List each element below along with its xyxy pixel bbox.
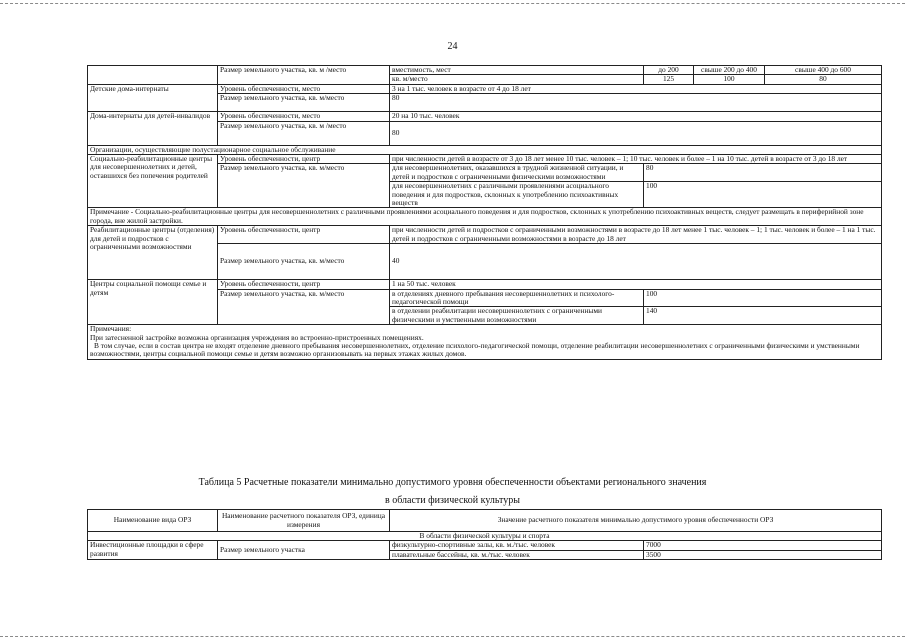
table-cell: Инвестиционные площадки в сфере развития bbox=[88, 541, 218, 560]
table-cell: 40 bbox=[390, 244, 882, 280]
table-header-cell: Наименование вида ОРЗ bbox=[88, 510, 218, 532]
section-heading: Организации, осуществляющие полустационарное социальное обслуживание bbox=[88, 145, 882, 154]
notes-line: При затесненной застройке возможна организация учреждения во встроенно-пристроенных помещениях. bbox=[90, 332, 424, 342]
table-cell: свыше 200 до 400 bbox=[694, 66, 765, 75]
table-cell: в отделении реабилитации несовершеннолетних с ограниченными физическими и умственными возможностями bbox=[390, 307, 644, 325]
table-notes bbox=[88, 325, 882, 360]
table5-caption: Таблица 5 Расчетные показатели минимально допустимого уровня обеспеченности объектами регионального значения bbox=[198, 477, 707, 488]
table-cell: кв. м/место bbox=[390, 75, 644, 84]
table-row bbox=[88, 280, 882, 289]
physical-culture-table bbox=[87, 509, 882, 560]
table-row bbox=[88, 532, 882, 541]
scan-edge-bottom bbox=[0, 636, 905, 637]
table-cell: до 200 bbox=[644, 66, 694, 75]
table-cell: Размер земельного участка, кв. м/место bbox=[218, 244, 390, 280]
table-cell: 100 bbox=[644, 182, 882, 208]
table-cell: Дома-интернаты для детей-инвалидов bbox=[88, 112, 218, 145]
table5-caption-subtitle: в области физической культуры bbox=[384, 495, 521, 506]
table-cell: Размер земельного участка, кв. м/место bbox=[218, 94, 390, 112]
table-note: Примечание - Социально-реабилитационные центры для несовершеннолетних с различными проявлениями асоциального поведения и для подростков, склонных к употреблению психоактивных веществ, следует размещать в периферийной зоне города, вне жилой застройки. bbox=[88, 208, 882, 226]
table-cell: плавательные бассейны, кв. м./тыс. человек bbox=[390, 550, 644, 559]
notes-title: Примечания: bbox=[90, 324, 132, 334]
table-row bbox=[88, 66, 882, 75]
table-cell: свыше 400 до 600 bbox=[765, 66, 882, 75]
table-row bbox=[88, 208, 882, 226]
table-row bbox=[88, 541, 882, 550]
table-cell: в отделениях дневного пребывания несовершеннолетних и психолого-педагогической помощи bbox=[390, 289, 644, 307]
table-cell: 20 на 10 тыс. человек bbox=[390, 112, 882, 121]
table-cell: 3500 bbox=[644, 550, 882, 559]
table-cell: Размер земельного участка, кв. м /место bbox=[218, 121, 390, 145]
table-cell: 100 bbox=[644, 289, 882, 307]
table-cell: 80 bbox=[390, 121, 882, 145]
table-cell: Уровень обеспеченности, центр bbox=[218, 280, 390, 289]
table-row bbox=[88, 226, 882, 244]
table-cell: 3 на 1 тыс. человек в возрасте от 4 до 18 лет bbox=[390, 84, 882, 93]
table-cell: Реабилитационные центры (отделения) для детей и подростков с ограниченными возможностями bbox=[88, 226, 218, 280]
table-cell: 1 на 50 тыс. человек bbox=[390, 280, 882, 289]
table-cell: Размер земельного участка bbox=[218, 541, 390, 560]
table-cell: для несовершеннолетних, оказавшихся в трудной жизненной ситуации, и детей и подростков с ограниченными физическими возможностями bbox=[390, 164, 644, 182]
table-row bbox=[88, 84, 882, 93]
table-cell: 125 bbox=[644, 75, 694, 84]
table-cell: Уровень обеспеченности, место bbox=[218, 112, 390, 121]
table-cell: при численности детей в возрасте от 3 до 18 лет менее 10 тыс. человек – 1; 10 тыс. человек и более – 1 на 10 тыс. детей в возрасте от 3 до 18 лет bbox=[390, 155, 882, 164]
table-cell: 80 bbox=[765, 75, 882, 84]
table-row bbox=[88, 112, 882, 121]
scan-edge-top bbox=[0, 3, 905, 4]
table-cell bbox=[88, 66, 218, 85]
table-row bbox=[88, 510, 882, 532]
table-cell: физкультурно-спортивные залы, кв. м./тыс. человек bbox=[390, 541, 644, 550]
table-row bbox=[88, 145, 882, 154]
page-number: 24 bbox=[447, 41, 458, 52]
table-cell: 80 bbox=[644, 164, 882, 182]
table-row bbox=[88, 325, 882, 360]
table-cell: 140 bbox=[644, 307, 882, 325]
table-cell: Размер земельного участка, кв. м/место bbox=[218, 289, 390, 325]
table-cell: при численности детей и подростков с ограниченными возможностями в возрасте до 18 лет менее 1 тыс. человек – 1; 1 тыс. человек и более – 1 на 1 тыс. детей и подростков с ограниченными возможностями в возрасте до 18 лет bbox=[390, 226, 882, 244]
notes-line: В том случае, если в состав центра не входят отделение дневного пребывания несовершеннолетних, отделение психолого-педагогической помощи, отделение реабилитации несовершеннолетних с ограниченными физическими и умственными возможностями, центры социальной помощи семье и детям возможно организовывать на первых этажах жилых домов. bbox=[90, 340, 860, 359]
section-heading: В области физической культуры и спорта bbox=[88, 532, 882, 541]
table-cell: для несовершеннолетних с различными проявлениями асоциального поведения и для подростков, склонных к употреблению психоактивных веществ bbox=[390, 182, 644, 208]
social-facilities-table bbox=[87, 65, 882, 360]
table-cell: Детские дома-интернаты bbox=[88, 84, 218, 111]
table-cell: 7000 bbox=[644, 541, 882, 550]
table-cell: Социально-реабилитационные центры для несовершеннолетних и детей, оставшихся без попечения родителей bbox=[88, 155, 218, 208]
table-row bbox=[88, 155, 882, 164]
table-cell: Размер земельного участка, кв. м/место bbox=[218, 164, 390, 208]
table-cell: Уровень обеспеченности, центр bbox=[218, 226, 390, 244]
table-cell: Центры социальной помощи семье и детям bbox=[88, 280, 218, 325]
table-cell: вместимость, мест bbox=[390, 66, 644, 75]
table-cell: Уровень обеспеченности, место bbox=[218, 84, 390, 93]
table-header-cell: Значение расчетного показателя минимально допустимого уровня обеспеченности ОРЗ bbox=[390, 510, 882, 532]
table-cell: Размер земельного участка, кв. м /место bbox=[218, 66, 390, 85]
table-cell: 80 bbox=[390, 94, 882, 112]
table-header-cell: Наименование расчетного показателя ОРЗ, единица измерения bbox=[218, 510, 390, 532]
table-cell: Уровень обеспеченности, центр bbox=[218, 155, 390, 164]
table-cell: 100 bbox=[694, 75, 765, 84]
